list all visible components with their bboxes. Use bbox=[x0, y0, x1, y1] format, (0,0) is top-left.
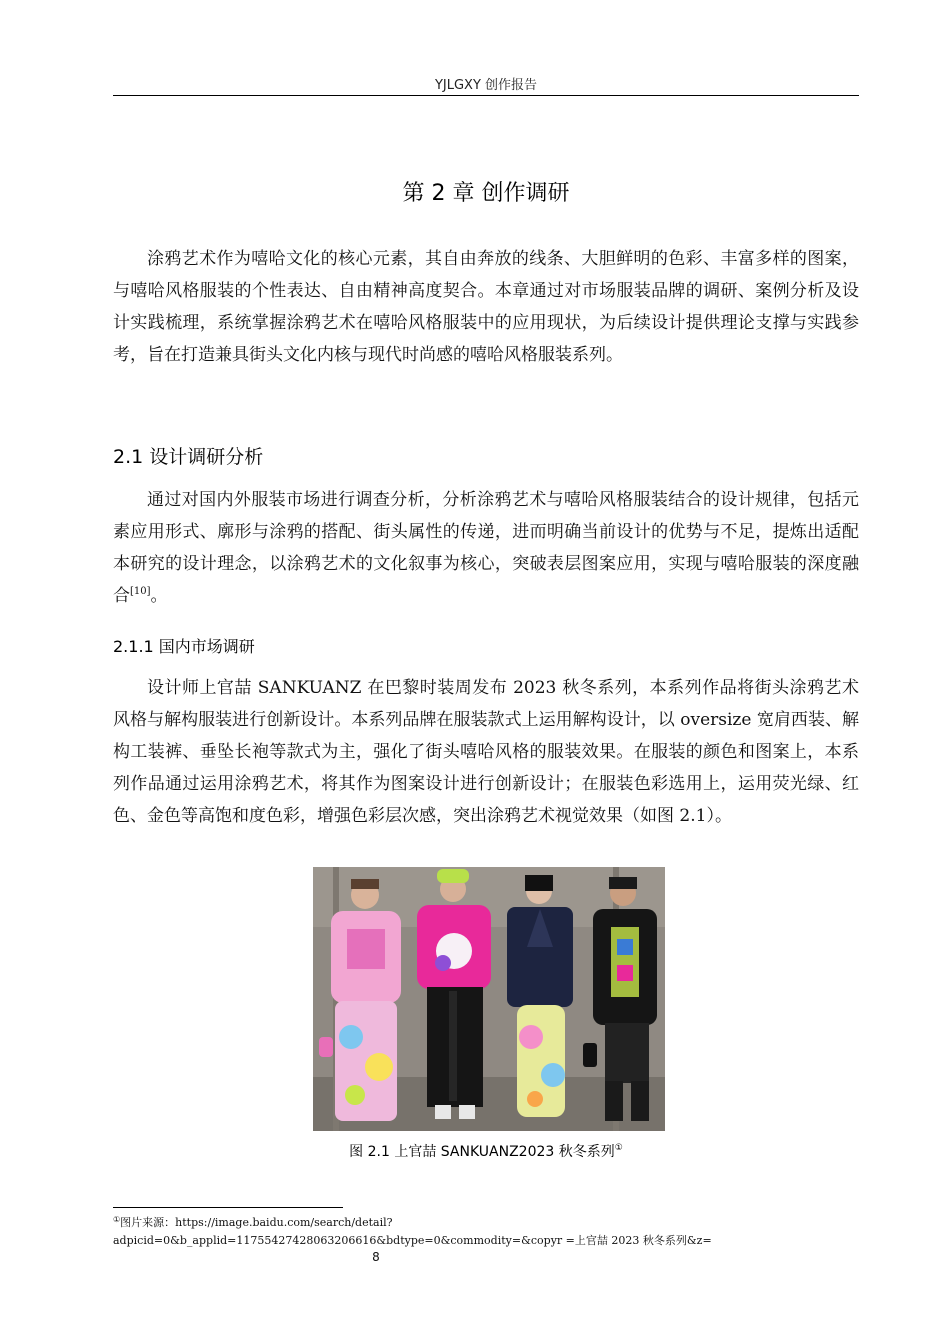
subsection-paragraph: 设计师上官喆 SANKUANZ 在巴黎时装周发布 2023 秋冬系列，本系列作品将街头涂鸦艺术风格与解构服装进行创新设计。本系列品牌在服装款式上运用解构设计，以 oversize 宽肩西装、解构工装裤、垂坠长袍等款式为主，强化了街头嘻哈风格的服装效果。在服装的颜色和图案上，本系列作品通过运用涂鸦艺术，将其作为图案设计进行创新设计；在服装色彩选用上，运用荧光绿、红色、金色等高饱和度色彩，增强色彩层次感，突出涂鸦艺术视觉效果（如图 2.1）。 bbox=[113, 678, 859, 826]
chapter-title: 第 2 章 创作调研 bbox=[402, 181, 570, 206]
header-divider bbox=[113, 95, 859, 96]
footnote-source-url[interactable]: 图片来源：https://image.baidu.com/search/detail? bbox=[120, 1216, 393, 1229]
section-paragraph-text: 通过对国内外服装市场进行调查分析，分析涂鸦艺术与嘻哈风格服装结合的设计规律，包括元素应用形式、廓形与涂鸦的搭配、街头属性的传递，进而明确当前设计的优势与不足，提炼出适配本研究的设计理念，以涂鸦艺术的文化叙事为核心，突破表层图案应用，实现与嘻哈服装的深度融合 bbox=[113, 490, 859, 606]
runway-photo bbox=[313, 867, 665, 1131]
citation-link[interactable]: [10] bbox=[130, 586, 151, 597]
section-paragraph bbox=[113, 484, 859, 612]
running-header: YJLGXY 创作报告 bbox=[434, 78, 538, 93]
section-paragraph-end: 。 bbox=[150, 586, 168, 606]
section-title: 2.1 设计调研分析 bbox=[113, 446, 264, 468]
footnote-line-1 bbox=[113, 1214, 859, 1232]
subsection-title: 2.1.1 国内市场调研 bbox=[113, 637, 255, 656]
figure-caption-text: 图 2.1 上官喆 SANKUANZ2023 秋冬系列 bbox=[349, 1144, 615, 1160]
page-number: 8 bbox=[372, 1250, 380, 1264]
intro-paragraph: 涂鸦艺术作为嘻哈文化的核心元素，其自由奔放的线条、大胆鲜明的色彩、丰富多样的图案，与嘻哈风格服装的个性表达、自由精神高度契合。本章通过对市场服装品牌的调研、案例分析及设计实践梳理，系统掌握涂鸦艺术在嘻哈风格服装中的应用现状，为后续设计提供理论支撑与实践参考，旨在打造兼具街头文化内核与现代时尚感的嘻哈风格服装系列。 bbox=[113, 249, 859, 365]
model-2 bbox=[417, 869, 491, 1119]
footnote bbox=[113, 1214, 859, 1250]
figure-caption bbox=[113, 1141, 859, 1161]
footnote-divider bbox=[113, 1207, 343, 1208]
footnote-line-2[interactable]: adpicid=0&b_applid=11755427428063206616&bdtype=0&commodity=&copyr =上官喆 2023 秋冬系列&z= bbox=[113, 1234, 712, 1247]
footnote-marker[interactable]: ① bbox=[614, 1143, 623, 1153]
footnote-number: ① bbox=[113, 1215, 121, 1224]
runway-photo-illustration bbox=[313, 867, 665, 1131]
